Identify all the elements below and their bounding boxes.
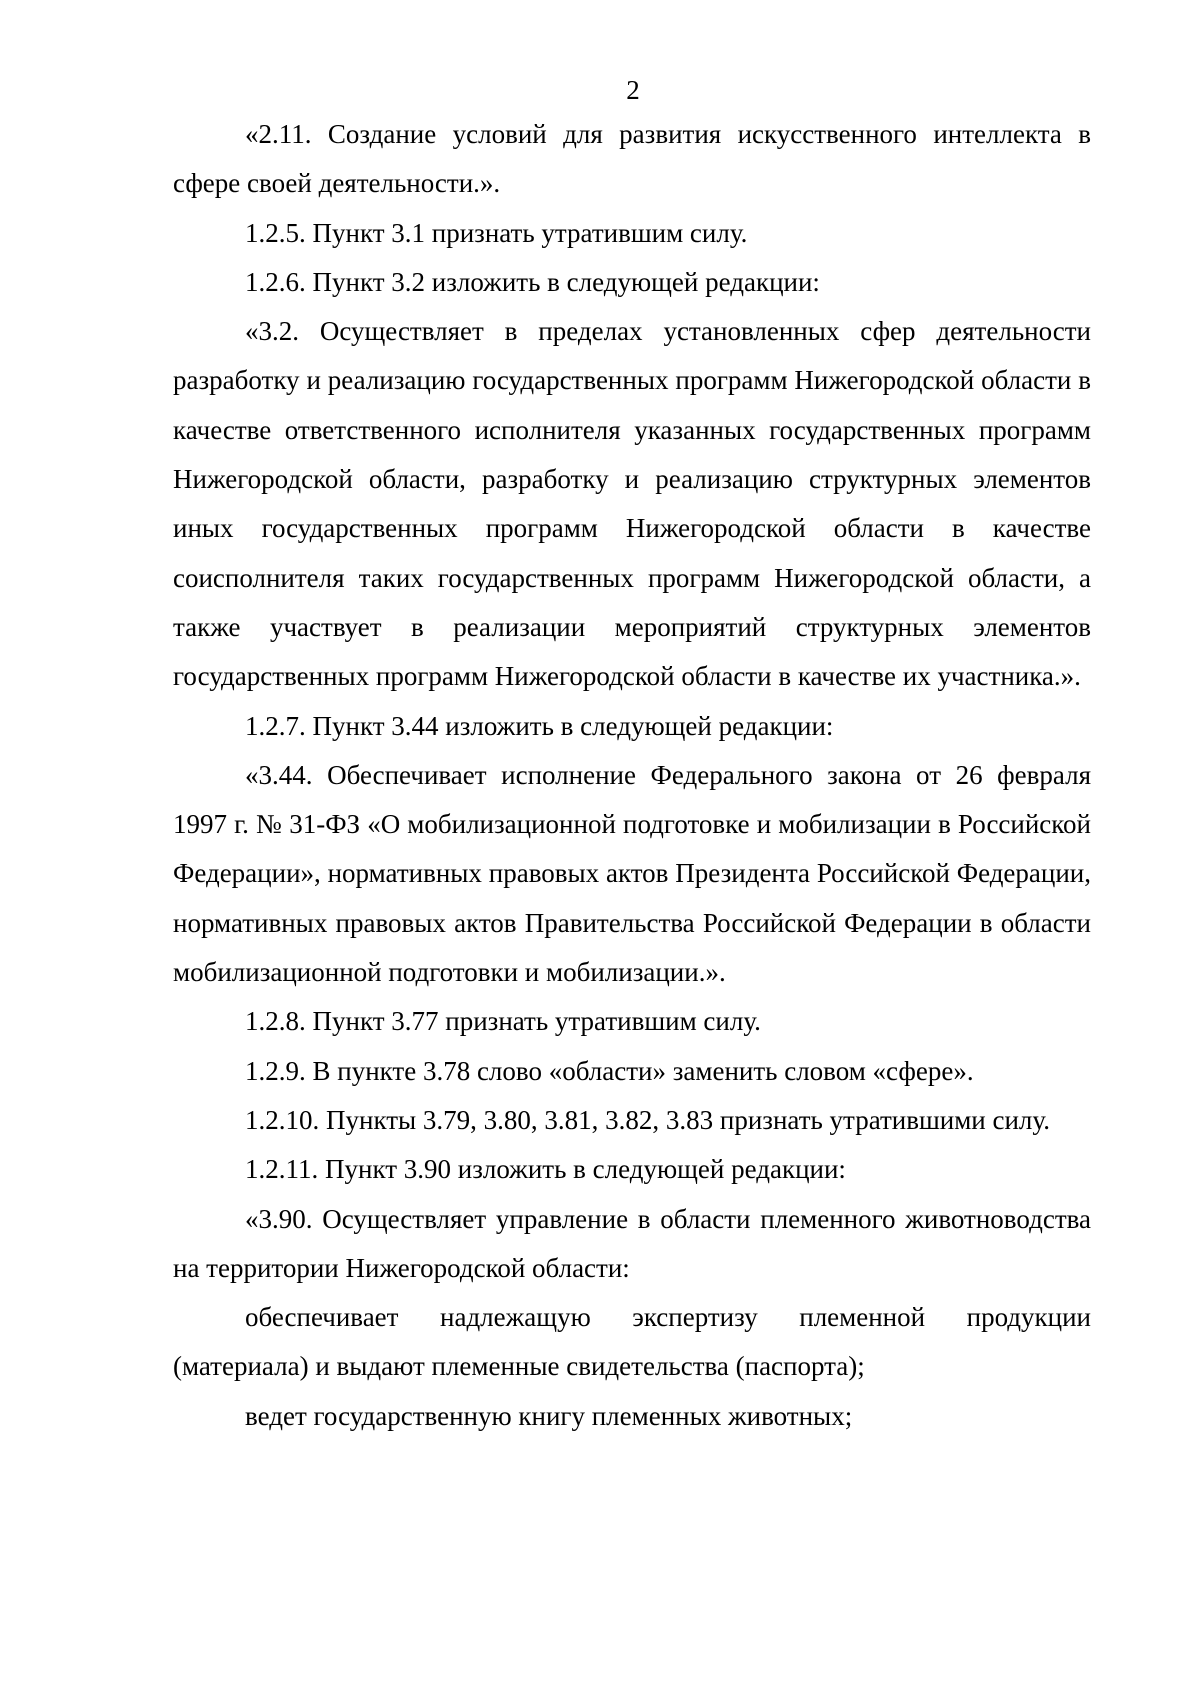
paragraph-1-2-9: 1.2.9. В пункте 3.78 слово «области» заменить словом «сфере». [245, 1055, 974, 1086]
paragraph-list-item-herd-book: ведет государственную книгу племенных животных; [245, 1400, 853, 1431]
paragraph-quoted-3-44: «3.44. Обеспечивает исполнение Федерального закона от 26 февраля 1997 г. № 31-ФЗ «О мобилизационной подготовке и мобилизации в Российской Федерации», нормативных правовых актов Президента Российской Федерации, нормативных правовых актов Правительства Российской Федерации в области мобилизационной подготовки и мобилизации.». [173, 759, 1091, 988]
paragraph-1-2-5: 1.2.5. Пункт 3.1 признать утратившим силу. [245, 217, 748, 248]
document-body [173, 110, 1091, 1441]
paragraph-1-2-7: 1.2.7. Пункт 3.44 изложить в следующей редакции: [245, 710, 834, 741]
paragraph-quoted-2-11: «2.11. Создание условий для развития искусственного интеллекта в сфере своей деятельности.». [173, 119, 1091, 199]
paragraph-list-item-expertise: обеспечивает надлежащую экспертизу племенной продукции (материала) и выдают племенные свидетельства (паспорта); [173, 1302, 1091, 1382]
page-number: 2 [626, 75, 640, 105]
paragraph-1-2-10: 1.2.10. Пункты 3.79, 3.80, 3.81, 3.82, 3.83 признать утратившими силу. [245, 1104, 1050, 1135]
paragraph-1-2-11: 1.2.11. Пункт 3.90 изложить в следующей редакции: [245, 1154, 846, 1185]
paragraph-quoted-3-2: «3.2. Осуществляет в пределах установленных сфер деятельности разработку и реализацию государственных программ Нижегородской области в качестве ответственного исполнителя указанных государственных программ Нижегородской области, разработку и реализацию структурных элементов иных государственных программ Нижегородской области в качестве соисполнителя таких государственных программ Нижегородской области, а также участвует в реализации мероприятий структурных элементов государственных программ Нижегородской области в качестве их участника.». [173, 316, 1091, 692]
paragraph-1-2-8: 1.2.8. Пункт 3.77 признать утратившим силу. [245, 1006, 761, 1037]
paragraph-1-2-6: 1.2.6. Пункт 3.2 изложить в следующей редакции: [245, 266, 820, 297]
paragraph-quoted-3-90: «3.90. Осуществляет управление в области племенного животноводства на территории Нижегородской области: [173, 1203, 1091, 1283]
